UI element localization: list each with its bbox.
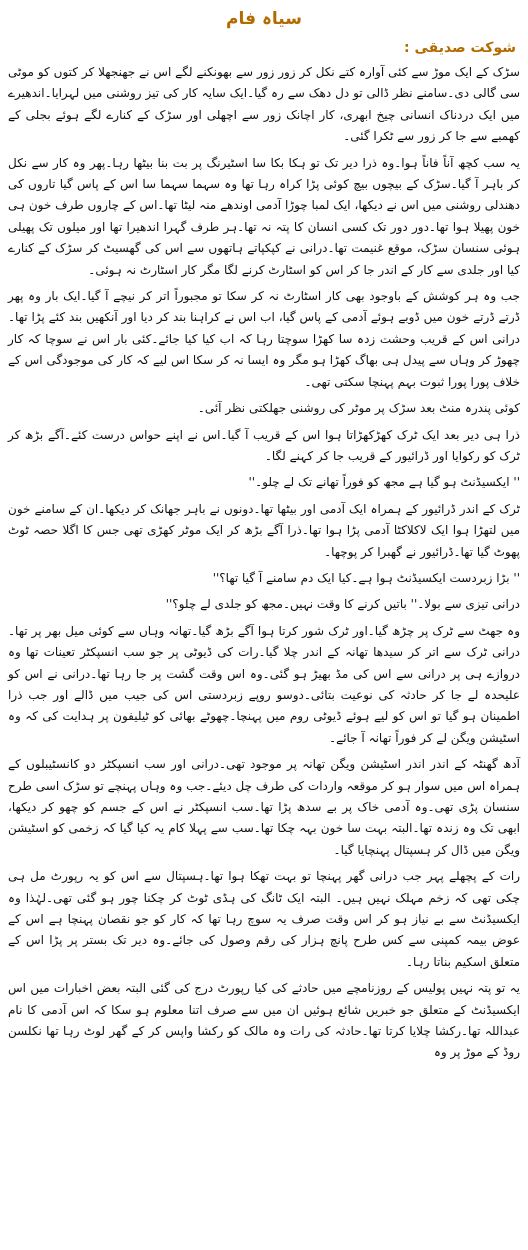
dialogue-line-2: '' بڑا زبردست ایکسیڈنٹ ہوا ہے۔کیا ایک دم سامنے آ گیا تھا؟''	[212, 570, 520, 585]
paragraph-9: رات کے پچھلے پہر جب درانی گھر پہنچا تو بہت تھکا ہوا تھا۔ہسپتال سے اس کو یہ رپورٹ مل ہی چکی تھی کہ زخم مہلک نہیں ہیں۔ البتہ ایک ٹانگ کی ہڈی ٹوٹ کر چکنا چور ہو گئی تھی۔لہٰذا وہ ایکسیڈنٹ سے بے نیاز ہو کر اس وقت صرف یہ سوچ رہا تھا کہ کار کو جو نقصان پہنچا ہے اس کے عوض بیمہ کمپنی سے کس طرح پانچ ہزار کی رقم وصول کی جائے۔وہ دیر تک بستر پر پڑا اس کے متعلق اسکیم بناتا رہا۔	[8, 869, 520, 969]
paragraph-5: ذرا ہی دیر بعد ایک ٹرک کھڑکھڑاتا ہوا اس کے قریب آ گیا۔اس نے اپنے حواس درست کئے۔آگے بڑھ کر ٹرک کو رکوایا اور ڈرائیور کے قریب جا کر کہنے لگا۔	[8, 427, 520, 463]
dialogue-line-3: درانی تیزی سے بولا۔'' باتیں کرنے کا وقت نہیں۔مجھ کو جلدی لے چلو؟''	[165, 597, 520, 612]
paragraph-10: یہ تو پتہ نہیں پولیس کے روزنامچے میں حادثے کی کیا رپورٹ درج کی گئی البتہ بعض اخبارات میں اس ایکسیڈنٹ کے متعلق جو خبریں شائع ہوئیں ان میں سے صرف اتنا معلوم ہو سکا کہ اس آدمی کا نام عبداللہ تھا۔رکشا چلایا کرتا تھا۔حادثہ کی رات وہ مالک کو رکشا واپس کر کے گھر لوٹ رہا تھا نکلسن روڈ کے موڑ پر وہ	[8, 981, 520, 1060]
article-title: سیاہ فام	[226, 9, 302, 29]
paragraph-4: کوئی پندرہ منٹ بعد سڑک پر موٹر کی روشنی جھلکتی نظر آئی۔	[197, 401, 520, 416]
paragraph-3: جب وہ ہر کوشش کے باوجود بھی کار اسٹارٹ نہ کر سکا تو مجبوراً اتر کر نیچے آ گیا۔ایک بار وہ پھر ڈرتے ڈرتے خون میں ڈوبے ہوئے آدمی کے پاس گیا، اب اس نے کراہنا بند کر دیا اور آنکھیں بند کئے پڑا تھا۔درانی اس کے قریب وحشت زدہ سا کھڑا سوچتا رہا کہ اب کیا کیا جائے۔کئی بار اس نے سوچا کہ کار چھوڑ کر وہاں سے پیدل ہی بھاگ کھڑا ہو مگر وہ ایسا نہ کر سکا اس لیے کہ کار کی موجودگی اس کے خلاف پورا پورا ثبوت بہم پہنچا سکتی تھی۔	[8, 289, 521, 389]
author-name: شوکت صدیقی :	[404, 40, 516, 56]
paragraph-1: سڑک کے ایک موڑ سے کئی آوارہ کتے نکل کر زور زور سے بھونکنے لگے اس نے جھنجھلا کر کتوں کو موٹی سی گالی دی۔سامنے نظر ڈالی تو دل دھک سے رہ گیا۔ایک سایہ کار کی تیز روشنی میں لہرایا۔اندھیرے میں ایک دردناک انسانی چیخ ابھری، کار اچانک زور سے اچھلی اور سڑک کے کنارے لگے ہوئے بجلی کے کھمبے سے جا کر زور سے ٹکرا گئی۔	[8, 65, 520, 144]
article-body	[8, 62, 520, 1064]
paragraph-2: یہ سب کچھ آناً فاناً ہوا۔وہ ذرا دیر تک تو ہکا بکا سا اسٹیرنگ پر بت بنا بیٹھا رہا۔پھر وہ کار سے نکل کر باہر آ گیا۔سڑک کے بیچوں بیچ کوئی پڑا کراہ رہا تھا وہ سہما سہما سا اس کے پاس گیا تاروں کی دھندلی روشنی میں اس نے دیکھا، ایک لمبا چوڑا آدمی اوندھے منہ لیٹا تھا۔اس کے چاروں طرف خون ہی خون پھیلا ہوا تھا۔دور دور تک کسی انسان کا پتہ نہ تھا۔ہر طرف گہرا اندھیرا تھا اور میلوں تک پھیلی ہوئی سنسان سڑک، موقع غنیمت تھا۔درانی نے کپکپاتے ہاتھوں سے اس کی گھسیٹ کر سڑک کے کنارے کیا اور جلدی سے کار کے اندر جا کر اس کو اسٹارٹ کرنے لگا مگر کار اسٹارٹ نہ ہوئی۔	[8, 155, 520, 277]
paragraph-8: آدھ گھنٹہ کے اندر اندر اسٹیشن ویگن تھانہ پر موجود تھی۔درانی اور سب انسپکٹر دو کانسٹیبلوں کے ہمراہ اس میں سوار ہو کر موقعہ واردات کی طرف چل دیئے۔جب وہ وہاں پہنچے تو سڑک اسی طرح سنسان پڑی تھی۔وہ آدمی خاک پر بے سدھ پڑا تھا۔سب انسپکٹر نے اس کے جسم کو چھو کر دیکھا، ابھی تک وہ زندہ تھا۔البتہ بہت سا خون بہہ چکا تھا۔سب سے پہلا کام یہ کیا گیا کہ زخمی کو اسٹیشن ویگن میں ڈال کر ہسپتال پہنچایا گیا۔	[8, 757, 520, 857]
dialogue-line-1: '' ایکسیڈنٹ ہو گیا ہے مجھ کو فوراً تھانے تک لے چلو۔''	[248, 475, 520, 490]
paragraph-7: وہ جھٹ سے ٹرک پر چڑھ گیا۔اور ٹرک شور کرتا ہوا آگے بڑھ گیا۔تھانہ وہاں سے کوئی میل بھر پر تھا۔درانی ٹرک سے اتر کر سیدھا تھانہ کے اندر چلا گیا۔رات کی ڈیوٹی پر جو سب انسپکٹر تعینات تھا وہ دروازے ہی پر درانی سے اس کی مڈ بھیڑ ہو گئی۔وہ اس وقت گشت پر جا رہا تھا۔درانی نے اس کو علیحدہ لے جا کر حادثہ کی نوعیت بتائی۔دوسو روپے زبردستی اس کی جیب میں ڈالے اور جب ذرا اطمینان ہو گیا تو اس کو لیے ہوئے ڈیوٹی روم میں پہنچا۔چھوٹے بھائی کو ٹیلیفون پر ہدایت کی کہ وہ اسٹیشن ویگن لے کر فوراً تھانہ آ جائے۔	[8, 623, 520, 745]
paragraph-6: ٹرک کے اندر ڈرائیور کے ہمراہ ایک آدمی اور بیٹھا تھا۔دونوں نے باہر جھانک کر دیکھا۔ان کے سامنے خون میں لتھڑا ہوا ایک لاکلاکٹا آدمی پڑا ہوا تھا۔ذرا آگے بڑھ کر ایک موٹر کھڑی تھی جس کا اگلا حصہ ٹوٹ پھوٹ گیا تھا۔ڈرائیور نے گھبرا کر پوچھا۔	[8, 501, 520, 559]
